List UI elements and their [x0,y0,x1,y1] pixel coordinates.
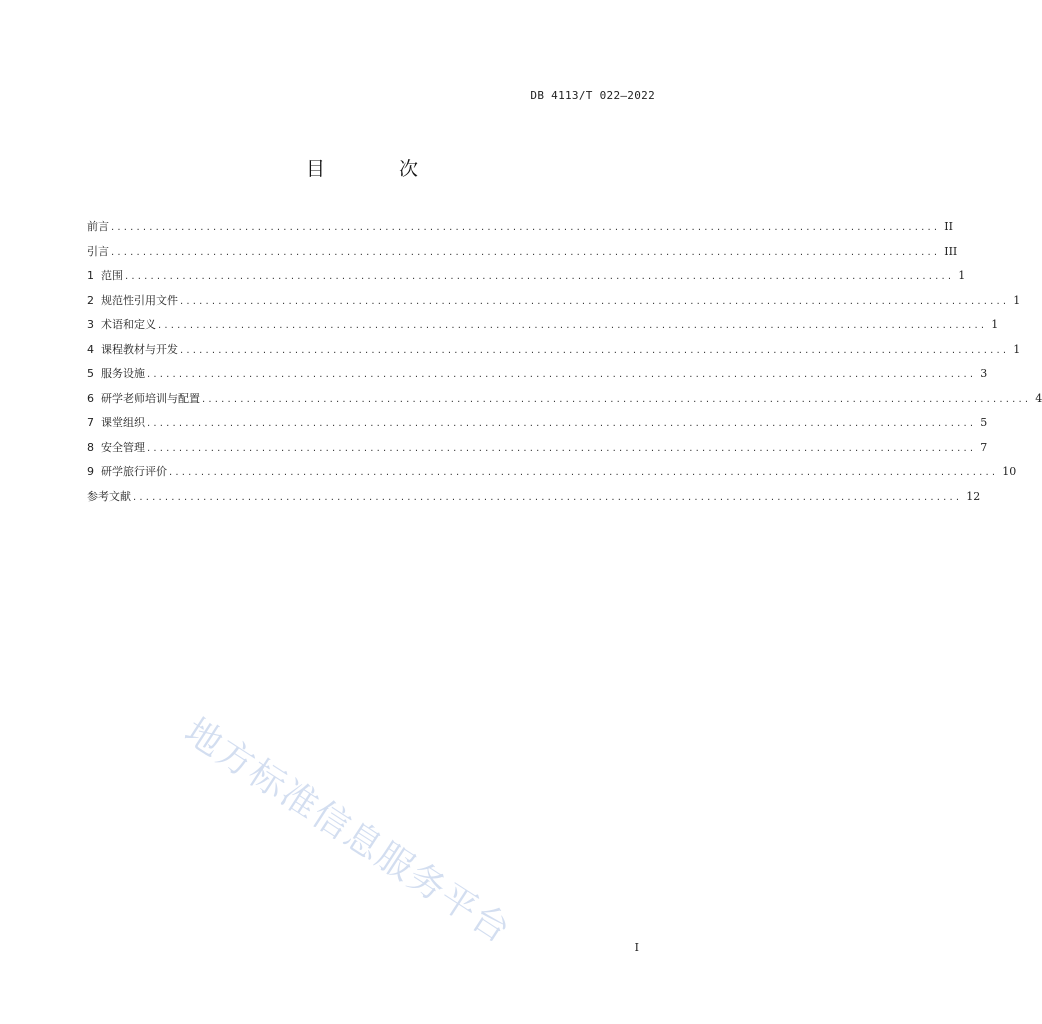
toc-leader-dots: .................................................................................................................................. [133,491,963,503]
standard-code: DB 4113/T 022—2022 [530,89,655,102]
toc-entry-2[interactable] [87,292,1021,317]
toc-entry-page: II [944,220,953,233]
toc-leader-dots: .................................................................................................................................. [147,418,977,429]
toc-entry-number: 1 [87,269,94,282]
toc-entry-page: 1 [1013,293,1021,307]
toc-leader-dots: .................................................................................................................................. [111,222,941,233]
toc-entry-8[interactable] [87,439,988,464]
toc-leader-dots: .................................................................................................................................. [202,393,1032,405]
toc-entry-number: 5 [87,367,94,380]
watermark: 地方标准信息服务平台 [177,710,519,953]
toc-leader-dots: .................................................................................................................................. [169,467,999,478]
toc-entry-4[interactable] [87,341,1021,366]
toc-entry-number: 8 [87,440,94,454]
toc-leader-dots: .................................................................................................................................. [147,369,977,380]
toc-entry-9[interactable] [87,463,1017,488]
toc-entry-label: 前言 [87,220,109,233]
page-number: I [634,941,639,954]
toc-entry-foreword[interactable] [87,218,953,243]
toc-entry-page: III [944,244,958,258]
toc-entry-page: 5 [980,416,988,429]
toc-entry-7[interactable] [87,414,988,439]
toc-entry-label: 服务设施 [101,367,145,380]
toc-entry-label: 研学旅行评价 [101,465,167,478]
toc-entry-label: 参考文献 [87,489,131,503]
toc-entry-label: 安全管理 [101,440,145,454]
toc-leader-dots: .................................................................................................................................. [180,295,1010,307]
toc-entry-introduction[interactable] [87,243,958,268]
toc-leader-dots: .................................................................................................................................. [180,344,1010,356]
toc-entry-page: 4 [1035,391,1042,405]
toc-entry-number: 4 [87,342,94,356]
toc-entry-5[interactable] [87,365,988,390]
toc-entry-page: 1 [1013,342,1021,356]
toc-leader-dots: .................................................................................................................................. [147,442,977,454]
toc-leader-dots: .................................................................................................................................. [125,271,955,282]
toc-title: 目 次 [305,158,453,180]
toc-entry-page: 3 [980,367,988,380]
toc-entry-page: 12 [966,489,981,503]
toc-leader-dots: .................................................................................................................................. [111,246,941,258]
toc-entry-page: 7 [980,440,988,454]
toc-entry-number: 9 [87,465,94,478]
toc-entry-label: 术语和定义 [101,318,156,331]
toc-entry-label: 研学老师培训与配置 [101,391,200,405]
toc-entry-label: 课程教材与开发 [101,342,178,356]
toc-entry-6[interactable] [87,390,1042,415]
toc-entry-label: 课堂组织 [101,416,145,429]
toc-entry-page: 1 [958,269,966,282]
toc-entry-page: 10 [1002,465,1017,478]
toc-entry-3[interactable] [87,316,999,341]
toc-entry-1[interactable] [87,267,966,292]
toc-entry-page: 1 [991,318,999,331]
toc-leader-dots: .................................................................................................................................. [158,320,988,331]
toc-entry-label: 引言 [87,244,109,258]
toc-entry-number: 3 [87,318,94,331]
toc-entry-references[interactable] [87,488,981,513]
toc-entry-label: 范围 [101,269,123,282]
toc-entry-number: 2 [87,293,94,307]
toc-entry-number: 6 [87,391,94,405]
toc-entry-number: 7 [87,416,94,429]
table-of-contents [87,218,1042,512]
toc-entry-label: 规范性引用文件 [101,293,178,307]
